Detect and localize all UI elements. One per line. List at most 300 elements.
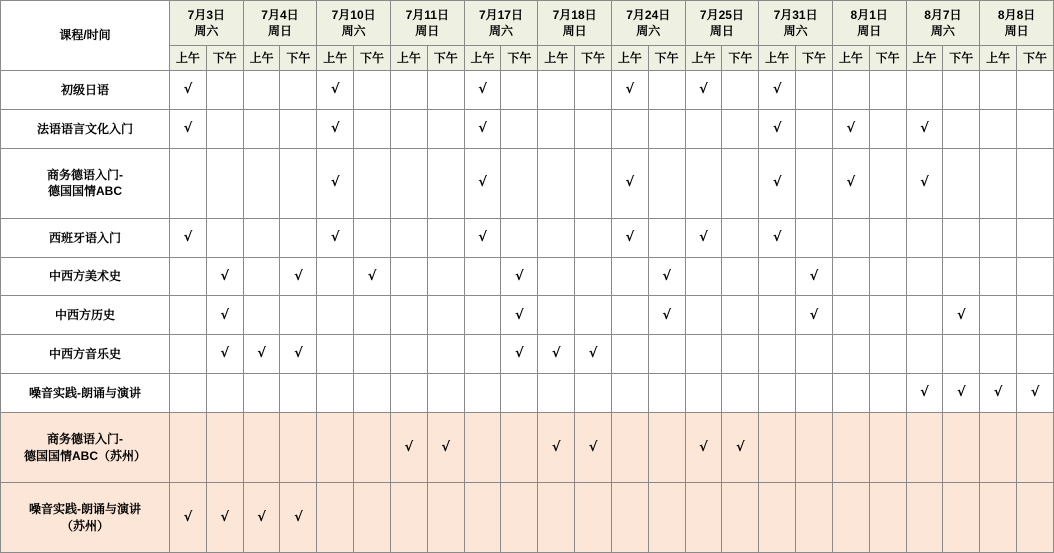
date-header-8-date: 7月31日: [773, 7, 818, 22]
schedule-cell-checked: [611, 218, 648, 257]
halfday-header-am-0: 上午: [170, 46, 207, 71]
schedule-cell-empty: [538, 148, 575, 218]
schedule-cell-empty: [464, 413, 501, 483]
schedule-cell-empty: [796, 148, 833, 218]
schedule-cell-empty: [501, 71, 538, 110]
course-name-line1: 中西方美术史: [48, 269, 121, 284]
table-row: [1, 148, 1054, 218]
schedule-cell-empty: [575, 483, 612, 553]
halfday-header-pm-9: 下午: [869, 46, 906, 71]
schedule-cell-empty: [611, 296, 648, 335]
schedule-cell-empty: [648, 335, 685, 374]
check-mark-icon: √: [772, 175, 782, 191]
schedule-cell-empty: [427, 374, 464, 413]
check-mark-icon: √: [478, 229, 487, 245]
course-name-line1: 中西方音乐史: [48, 347, 121, 362]
schedule-cell-empty: [832, 483, 869, 553]
schedule-cell-empty: [575, 71, 612, 110]
schedule-cell-empty: [538, 296, 575, 335]
check-mark-icon: √: [809, 268, 819, 284]
schedule-cell-empty: [464, 374, 501, 413]
schedule-cell-empty: [611, 335, 648, 374]
schedule-cell-empty: [170, 335, 207, 374]
check-mark-icon: √: [294, 268, 303, 284]
date-header-9: [832, 1, 906, 46]
schedule-cell-empty: [611, 109, 648, 148]
schedule-cell-checked: [170, 218, 207, 257]
halfday-header-am-11: 上午: [980, 46, 1017, 71]
date-header-7-date: 7月25日: [699, 7, 744, 22]
table-row: [1, 296, 1054, 335]
check-mark-icon: √: [330, 121, 340, 137]
schedule-cell-empty: [170, 374, 207, 413]
schedule-cell-empty: [943, 71, 980, 110]
schedule-cell-empty: [354, 335, 391, 374]
schedule-cell-empty: [869, 335, 906, 374]
schedule-cell-empty: [943, 148, 980, 218]
course-name-line1: 噪音实践-朗诵与演讲: [29, 502, 141, 517]
schedule-cell-checked: [759, 109, 796, 148]
date-header-3: [390, 1, 464, 46]
schedule-cell-empty: [1017, 218, 1054, 257]
schedule-cell-empty: [464, 483, 501, 553]
schedule-cell-empty: [759, 483, 796, 553]
schedule-cell-empty: [648, 109, 685, 148]
check-mark-icon: √: [220, 346, 230, 362]
check-mark-icon: √: [330, 229, 340, 245]
schedule-cell-empty: [575, 296, 612, 335]
date-header-2-date: 7月10日: [331, 7, 376, 22]
schedule-cell-empty: [501, 218, 538, 257]
schedule-cell-checked: [575, 413, 612, 483]
course-name-line2: 德国国情ABC: [48, 184, 122, 199]
schedule-cell-empty: [280, 413, 317, 483]
schedule-cell-checked: [280, 335, 317, 374]
check-mark-icon: √: [993, 385, 1003, 401]
schedule-cell-checked: [1017, 374, 1054, 413]
schedule-cell-empty: [1017, 109, 1054, 148]
check-mark-icon: √: [920, 121, 929, 137]
schedule-cell-empty: [796, 71, 833, 110]
schedule-cell-empty: [611, 257, 648, 296]
halfday-header-am-9: 上午: [832, 46, 869, 71]
schedule-cell-empty: [980, 71, 1017, 110]
schedule-cell-empty: [280, 71, 317, 110]
check-mark-icon: √: [257, 346, 266, 362]
schedule-cell-checked: [243, 483, 280, 553]
schedule-cell-checked: [243, 335, 280, 374]
schedule-cell-empty: [501, 413, 538, 483]
schedule-cell-checked: [317, 148, 354, 218]
date-header-6-weekday: 周六: [636, 24, 661, 38]
check-mark-icon: √: [699, 229, 708, 245]
table-row: [1, 71, 1054, 110]
date-header-0: [170, 1, 244, 46]
course-name-cell: [1, 374, 170, 413]
schedule-cell-empty: [685, 257, 722, 296]
schedule-cell-empty: [206, 413, 243, 483]
date-header-4: [464, 1, 538, 46]
check-mark-icon: √: [294, 509, 303, 525]
schedule-cell-empty: [317, 296, 354, 335]
date-header-8: [759, 1, 833, 46]
course-name-line1: 法语语言文化入门: [36, 121, 133, 136]
header-row-dates: [1, 1, 1054, 46]
schedule-cell-empty: [722, 483, 759, 553]
schedule-cell-empty: [722, 257, 759, 296]
schedule-cell-checked: [354, 257, 391, 296]
date-header-1-weekday: 周日: [267, 24, 292, 38]
schedule-cell-empty: [685, 296, 722, 335]
schedule-cell-checked: [206, 296, 243, 335]
schedule-cell-empty: [390, 335, 427, 374]
schedule-cell-empty: [538, 71, 575, 110]
schedule-cell-checked: [317, 71, 354, 110]
schedule-cell-empty: [943, 257, 980, 296]
check-mark-icon: √: [699, 82, 708, 98]
schedule-cell-empty: [943, 335, 980, 374]
schedule-cell-empty: [354, 296, 391, 335]
schedule-cell-empty: [243, 296, 280, 335]
course-name-cell: [1, 483, 170, 553]
check-mark-icon: √: [367, 268, 377, 284]
check-mark-icon: √: [330, 175, 340, 191]
table-body: [1, 71, 1054, 553]
course-name-line1: 中西方历史: [54, 308, 115, 323]
halfday-header-am-10: 上午: [906, 46, 943, 71]
check-mark-icon: √: [515, 268, 524, 284]
schedule-cell-empty: [832, 218, 869, 257]
check-mark-icon: √: [330, 82, 340, 98]
schedule-cell-empty: [906, 257, 943, 296]
check-mark-icon: √: [699, 439, 708, 455]
schedule-cell-empty: [980, 413, 1017, 483]
check-mark-icon: √: [183, 229, 193, 245]
schedule-cell-empty: [685, 335, 722, 374]
date-header-6: [611, 1, 685, 46]
course-name-cell: [1, 109, 170, 148]
schedule-cell-empty: [1017, 71, 1054, 110]
halfday-header-pm-11: 下午: [1017, 46, 1054, 71]
schedule-cell-checked: [170, 483, 207, 553]
schedule-cell-checked: [464, 109, 501, 148]
check-mark-icon: √: [809, 307, 819, 323]
table-header: [1, 1, 1054, 71]
table-row: [1, 218, 1054, 257]
schedule-cell-empty: [390, 109, 427, 148]
schedule-cell-checked: [759, 148, 796, 218]
schedule-cell-empty: [906, 483, 943, 553]
halfday-header-am-1: 上午: [243, 46, 280, 71]
check-mark-icon: √: [920, 175, 929, 191]
schedule-cell-empty: [943, 109, 980, 148]
schedule-cell-empty: [575, 148, 612, 218]
check-mark-icon: √: [956, 385, 966, 401]
schedule-cell-empty: [390, 148, 427, 218]
halfday-header-pm-6: 下午: [648, 46, 685, 71]
schedule-cell-empty: [722, 296, 759, 335]
date-header-10: [906, 1, 980, 46]
schedule-cell-empty: [427, 218, 464, 257]
check-mark-icon: √: [404, 439, 414, 455]
schedule-cell-empty: [317, 483, 354, 553]
check-mark-icon: √: [588, 346, 598, 362]
schedule-cell-empty: [796, 335, 833, 374]
schedule-cell-checked: [611, 71, 648, 110]
course-name-cell: [1, 335, 170, 374]
date-header-5: [538, 1, 612, 46]
schedule-cell-checked: [685, 71, 722, 110]
schedule-cell-empty: [354, 483, 391, 553]
table-row: [1, 335, 1054, 374]
check-mark-icon: √: [294, 346, 303, 362]
schedule-cell-checked: [943, 296, 980, 335]
schedule-cell-empty: [980, 109, 1017, 148]
check-mark-icon: √: [478, 82, 487, 98]
check-mark-icon: √: [478, 175, 487, 191]
schedule-cell-empty: [427, 296, 464, 335]
date-header-5-date: 7月18日: [552, 7, 597, 22]
schedule-cell-empty: [648, 413, 685, 483]
date-header-2: [317, 1, 391, 46]
schedule-cell-empty: [722, 71, 759, 110]
schedule-cell-checked: [206, 335, 243, 374]
schedule-cell-checked: [685, 218, 722, 257]
halfday-header-pm-8: 下午: [796, 46, 833, 71]
date-header-4-date: 7月17日: [478, 7, 523, 22]
date-header-1-date: 7月4日: [261, 7, 299, 22]
schedule-cell-empty: [796, 483, 833, 553]
schedule-cell-empty: [648, 374, 685, 413]
schedule-cell-empty: [759, 296, 796, 335]
schedule-cell-empty: [796, 109, 833, 148]
schedule-cell-empty: [980, 218, 1017, 257]
schedule-cell-empty: [759, 335, 796, 374]
schedule-cell-empty: [759, 257, 796, 296]
schedule-cell-checked: [575, 335, 612, 374]
schedule-cell-empty: [685, 109, 722, 148]
schedule-cell-empty: [611, 483, 648, 553]
date-header-4-weekday: 周六: [488, 24, 513, 38]
schedule-cell-empty: [427, 483, 464, 553]
halfday-header-pm-10: 下午: [943, 46, 980, 71]
schedule-cell-checked: [648, 257, 685, 296]
halfday-header-am-7: 上午: [685, 46, 722, 71]
schedule-cell-empty: [427, 71, 464, 110]
schedule-cell-checked: [648, 296, 685, 335]
schedule-cell-checked: [796, 296, 833, 335]
schedule-cell-checked: [464, 71, 501, 110]
schedule-cell-empty: [1017, 296, 1054, 335]
schedule-cell-checked: [832, 109, 869, 148]
schedule-cell-empty: [390, 71, 427, 110]
schedule-cell-empty: [464, 257, 501, 296]
schedule-cell-empty: [390, 296, 427, 335]
check-mark-icon: √: [772, 229, 782, 245]
date-header-10-date: 8月7日: [924, 7, 962, 22]
schedule-cell-empty: [685, 148, 722, 218]
date-header-9-date: 8月1日: [850, 7, 888, 22]
course-name-line2: （苏州）: [60, 518, 109, 533]
schedule-cell-empty: [869, 148, 906, 218]
halfday-header-am-3: 上午: [390, 46, 427, 71]
schedule-cell-checked: [170, 71, 207, 110]
schedule-cell-empty: [538, 109, 575, 148]
course-name-line1: 西班牙语入门: [48, 230, 121, 245]
date-header-11: [980, 1, 1054, 46]
course-name-line1: 商务德语入门-: [47, 168, 123, 183]
schedule-cell-empty: [869, 218, 906, 257]
schedule-cell-checked: [538, 335, 575, 374]
schedule-cell-empty: [243, 413, 280, 483]
schedule-cell-checked: [317, 109, 354, 148]
schedule-cell-empty: [759, 413, 796, 483]
check-mark-icon: √: [920, 385, 929, 401]
schedule-cell-empty: [538, 218, 575, 257]
halfday-header-pm-0: 下午: [206, 46, 243, 71]
schedule-cell-checked: [980, 374, 1017, 413]
check-mark-icon: √: [515, 346, 524, 362]
schedule-cell-empty: [722, 335, 759, 374]
table-row: [1, 374, 1054, 413]
check-mark-icon: √: [551, 439, 561, 455]
schedule-cell-empty: [390, 218, 427, 257]
schedule-cell-checked: [906, 374, 943, 413]
schedule-cell-empty: [943, 218, 980, 257]
check-mark-icon: √: [736, 439, 745, 455]
schedule-cell-empty: [317, 335, 354, 374]
schedule-cell-checked: [611, 148, 648, 218]
schedule-cell-empty: [648, 148, 685, 218]
schedule-cell-empty: [170, 413, 207, 483]
schedule-cell-empty: [354, 218, 391, 257]
schedule-cell-empty: [280, 374, 317, 413]
schedule-cell-empty: [832, 374, 869, 413]
schedule-cell-empty: [980, 335, 1017, 374]
schedule-cell-empty: [575, 218, 612, 257]
check-mark-icon: √: [625, 175, 635, 191]
table-row: [1, 413, 1054, 483]
schedule-cell-empty: [1017, 148, 1054, 218]
schedule-cell-checked: [943, 374, 980, 413]
schedule-cell-empty: [243, 109, 280, 148]
schedule-cell-empty: [943, 413, 980, 483]
schedule-cell-empty: [501, 109, 538, 148]
schedule-cell-empty: [427, 257, 464, 296]
schedule-cell-empty: [354, 374, 391, 413]
schedule-cell-empty: [170, 257, 207, 296]
course-name-cell: [1, 257, 170, 296]
schedule-cell-empty: [980, 296, 1017, 335]
check-mark-icon: √: [625, 229, 635, 245]
date-header-3-date: 7月11日: [405, 7, 449, 22]
check-mark-icon: √: [846, 121, 856, 137]
schedule-cell-empty: [501, 148, 538, 218]
schedule-cell-checked: [501, 335, 538, 374]
schedule-cell-empty: [869, 71, 906, 110]
schedule-cell-checked: [317, 218, 354, 257]
schedule-cell-empty: [390, 374, 427, 413]
halfday-header-am-4: 上午: [464, 46, 501, 71]
date-header-9-weekday: 周日: [857, 24, 882, 38]
schedule-cell-empty: [170, 148, 207, 218]
halfday-header-pm-2: 下午: [354, 46, 391, 71]
schedule-cell-empty: [796, 218, 833, 257]
schedule-cell-empty: [685, 374, 722, 413]
schedule-cell-empty: [906, 413, 943, 483]
schedule-cell-empty: [980, 483, 1017, 553]
check-mark-icon: √: [478, 121, 487, 137]
schedule-cell-empty: [1017, 483, 1054, 553]
check-mark-icon: √: [662, 268, 672, 284]
schedule-cell-empty: [538, 483, 575, 553]
schedule-cell-empty: [538, 257, 575, 296]
schedule-cell-empty: [722, 148, 759, 218]
schedule-cell-empty: [906, 335, 943, 374]
schedule-cell-empty: [538, 374, 575, 413]
course-name-cell: [1, 296, 170, 335]
schedule-cell-empty: [243, 148, 280, 218]
schedule-cell-empty: [722, 218, 759, 257]
check-mark-icon: √: [846, 175, 856, 191]
schedule-cell-empty: [869, 109, 906, 148]
check-mark-icon: √: [625, 82, 635, 98]
check-mark-icon: √: [257, 509, 266, 525]
schedule-cell-checked: [501, 257, 538, 296]
date-header-6-date: 7月24日: [626, 7, 671, 22]
schedule-cell-empty: [869, 483, 906, 553]
schedule-cell-empty: [464, 335, 501, 374]
date-header-3-weekday: 周日: [415, 24, 440, 38]
schedule-cell-empty: [648, 483, 685, 553]
check-mark-icon: √: [588, 439, 598, 455]
corner-header-label: 课程/时间: [59, 28, 111, 43]
schedule-cell-empty: [243, 218, 280, 257]
schedule-cell-checked: [464, 148, 501, 218]
schedule-cell-checked: [170, 109, 207, 148]
schedule-cell-checked: [906, 109, 943, 148]
date-header-1: [243, 1, 317, 46]
schedule-cell-empty: [317, 374, 354, 413]
halfday-header-pm-1: 下午: [280, 46, 317, 71]
date-header-8-weekday: 周六: [783, 24, 808, 38]
schedule-cell-empty: [759, 374, 796, 413]
schedule-cell-empty: [280, 218, 317, 257]
date-header-0-weekday: 周六: [194, 24, 219, 38]
schedule-cell-empty: [906, 296, 943, 335]
schedule-cell-checked: [832, 148, 869, 218]
halfday-header-am-8: 上午: [759, 46, 796, 71]
schedule-cell-empty: [390, 257, 427, 296]
schedule-cell-empty: [427, 109, 464, 148]
schedule-cell-empty: [869, 257, 906, 296]
schedule-cell-empty: [280, 148, 317, 218]
check-mark-icon: √: [515, 307, 524, 323]
schedule-cell-empty: [427, 335, 464, 374]
check-mark-icon: √: [662, 307, 672, 323]
check-mark-icon: √: [772, 82, 782, 98]
course-name-line1: 噪音实践-朗诵与演讲: [29, 386, 141, 401]
schedule-cell-empty: [1017, 335, 1054, 374]
course-name-cell: [1, 413, 170, 483]
schedule-cell-checked: [685, 413, 722, 483]
halfday-header-pm-3: 下午: [427, 46, 464, 71]
schedule-cell-empty: [611, 413, 648, 483]
course-name-line1: 初级日语: [60, 82, 109, 97]
schedule-cell-empty: [832, 413, 869, 483]
course-name-line2: 德国国情ABC（苏州）: [24, 448, 146, 463]
schedule-cell-checked: [759, 71, 796, 110]
